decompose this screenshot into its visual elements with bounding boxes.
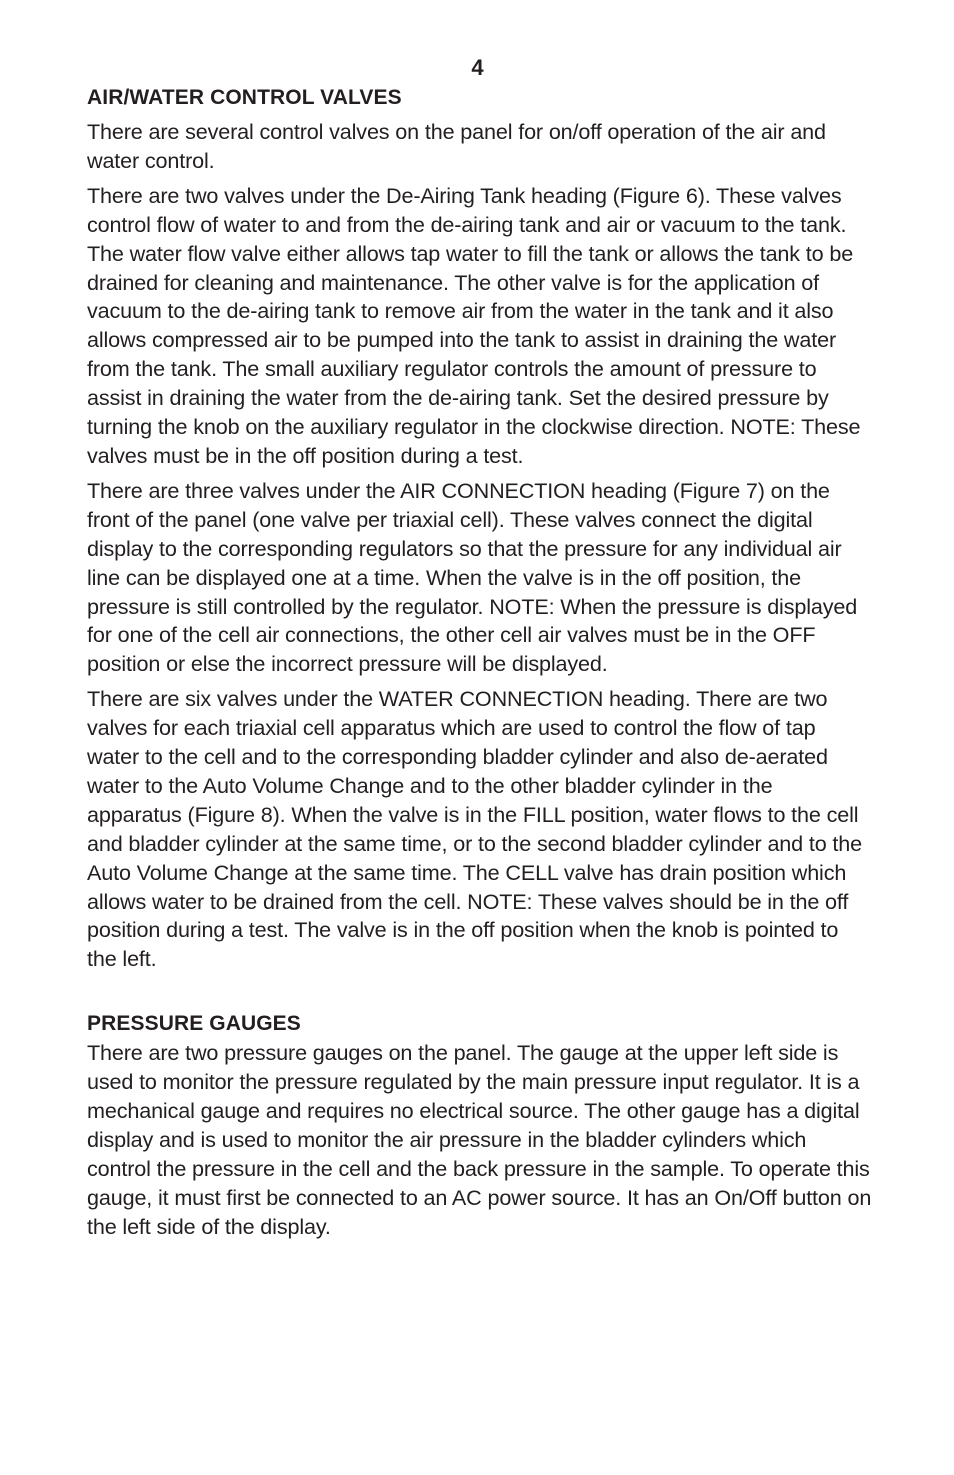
paragraph: There are six valves under the WATER CONNECTION heading. There are two valves for each triaxial cell apparatus which are used to control the flow of tap water to the cell and to the corresponding bladder cylinder and also de-aerated water to the Auto Volume Change and to the other bladder cylinder in the apparatus (Figure 8). When the valve is in the FILL position, water flows to the cell and bladder cylinder at the same time, or to the second bladder cylinder and to the Auto Volume Change at the same time. The CELL valve has drain position which allows water to be drained from the cell. NOTE: These valves should be in the off position during a test. The valve is in the off position when the knob is pointed to the left.: [87, 686, 862, 972]
section-air-water-control-valves: [87, 84, 872, 974]
document-page: [87, 54, 872, 1248]
section-pressure-gauges: [87, 1010, 872, 1241]
paragraph: There are several control valves on the panel for on/off operation of the air and water control.: [87, 119, 826, 173]
paragraph: There are three valves under the AIR CONNECTION heading (Figure 7) on the front of the panel (one valve per triaxial cell). These valves connect the digital display to the corresponding regulators so that the pressure for any individual air line can be displayed one at a time. When the valve is in the off position, the pressure is still controlled by the regulator. NOTE: When the pressure is displayed for one of the cell air connections, the other cell air valves must be in the OFF position or else the incorrect pressure will be displayed.: [87, 477, 858, 677]
page-number: 4: [471, 55, 484, 80]
section-heading: AIR/WATER CONTROL VALVES: [87, 86, 402, 109]
paragraph: There are two pressure gauges on the panel. The gauge at the upper left side is used to monitor the pressure regulated by the main pressure input regulator. It is a mechanical gauge and requires no electrical source. The other gauge has a digital display and is used to monitor the air pressure in the bladder cylinders which control the pressure in the cell and the back pressure in the sample. To operate this gauge, it must first be connected to an AC power source. It has an On/Off button on the left side of the display.: [87, 1040, 872, 1239]
section-heading: PRESSURE GAUGES: [87, 1012, 301, 1036]
paragraph: There are two valves under the De-Airing Tank heading (Figure 6). These valves control flow of water to and from the de-airing tank and air or vacuum to the tank. The water flow valve either allows tap water to fill the tank or allows the tank to be drained for cleaning and maintenance. The other valve is for the application of vacuum to the de-airing tank to remove air from the water in the tank and it also allows compressed air to be pumped into the tank to assist in draining the water from the tank. The small auxiliary regulator controls the amount of pressure to assist in draining the water from the de-airing tank. Set the desired pressure by turning the knob on the auxiliary regulator in the clockwise direction. NOTE: These valves must be in the off position during a test.: [87, 182, 861, 468]
section-spacer: [87, 980, 872, 1010]
